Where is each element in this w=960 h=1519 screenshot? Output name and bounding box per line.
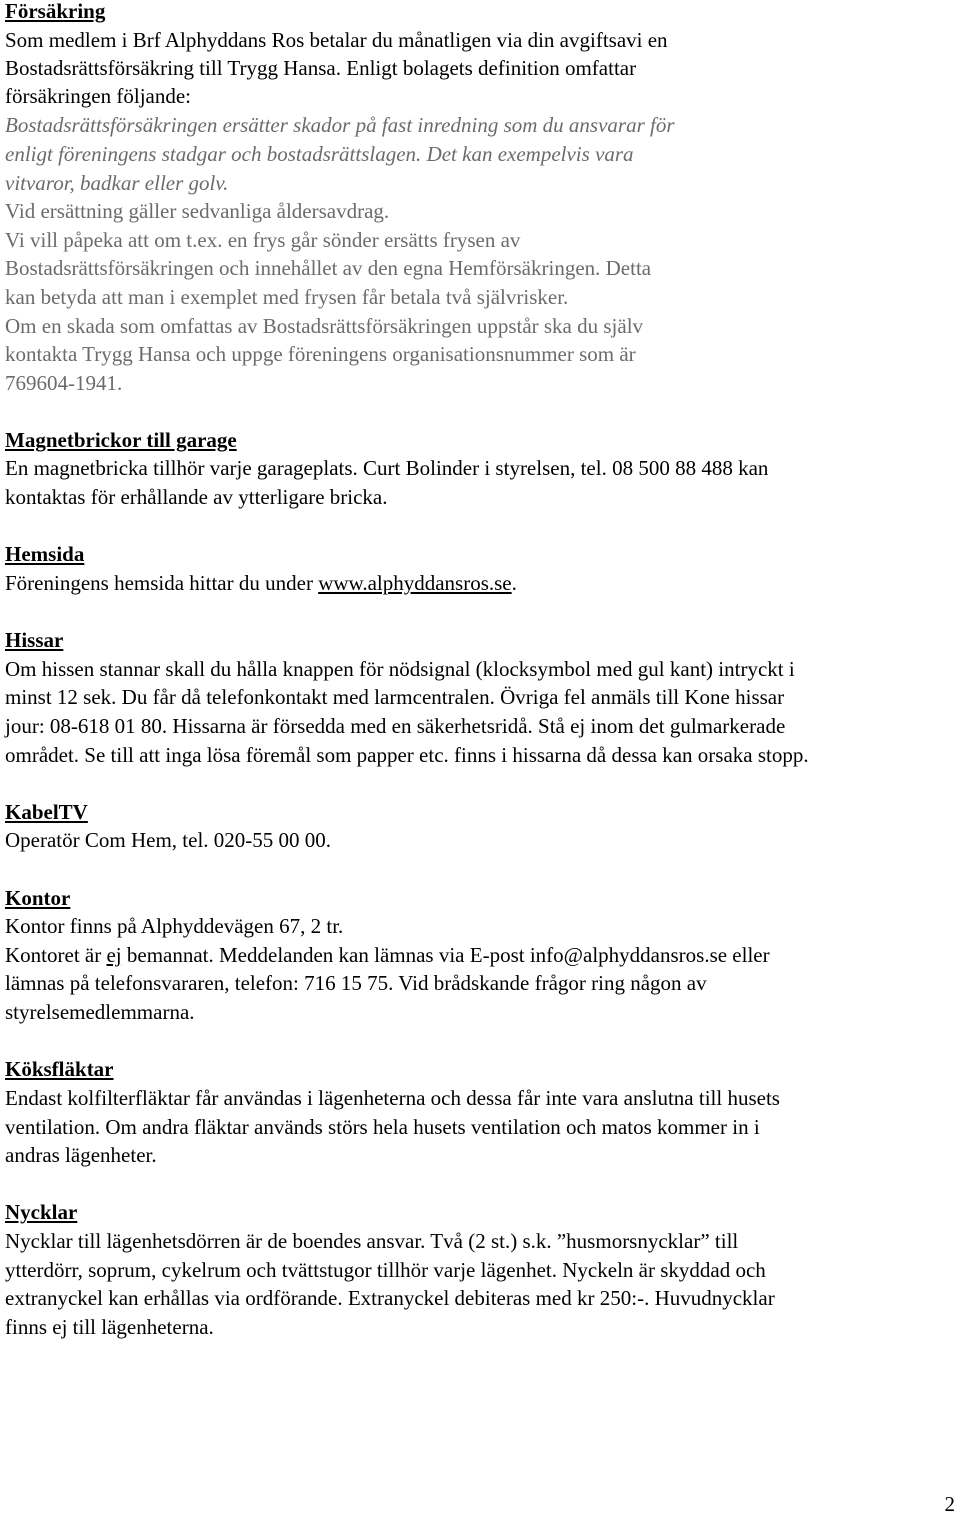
paragraph-line: ventilation. Om andra fläktar används störs hela husets ventilation och matos kommer in i <box>5 1115 760 1139</box>
text: Kontoret är <box>5 943 107 967</box>
paragraph-line: minst 12 sek. Du får då telefonkontakt med larmcentralen. Övriga fel anmäls till Kone hissar <box>5 685 785 709</box>
section-heading-hissar: Hissar <box>5 628 64 652</box>
paragraph-line: ytterdörr, soprum, cykelrum och tvättstugor tillhör varje lägenhet. Nyckeln är skyddad och <box>5 1258 766 1282</box>
paragraph-line: Nycklar till lägenhetsdörren är de boendes ansvar. Två (2 st.) s.k. ”husmorsnycklar” till <box>5 1229 739 1253</box>
paragraph-line: Som medlem i Brf Alphyddans Ros betalar du månatligen via din avgiftsavi en <box>5 28 668 52</box>
paragraph-line: Om en skada som omfattas av Bostadsrättsförsäkringen uppstår ska du själv <box>5 314 644 338</box>
website-link[interactable]: www.alphyddansros.se <box>318 571 512 595</box>
paragraph-line: styrelsemedlemmarna. <box>5 1000 195 1024</box>
paragraph-line: finns ej till lägenheterna. <box>5 1315 214 1339</box>
paragraph-line: försäkringen följande: <box>5 84 192 108</box>
paragraph-line: Bostadsrättsförsäkring till Trygg Hansa. Enligt bolagets definition omfattar <box>5 56 637 80</box>
quoted-text: Det kan exempelvis vara <box>426 142 634 166</box>
section-heading-forsakring: Försäkring <box>5 0 106 23</box>
text: Föreningens hemsida hittar du under <box>5 571 319 595</box>
paragraph-line: jour: 08-618 01 80. Hissarna är försedda med en säkerhetsridå. Stå ej inom det gulmarkerade <box>5 714 786 738</box>
paragraph-line: Om hissen stannar skall du hålla knappen för nödsignal (klocksymbol med gul kant) intryckt i <box>5 657 795 681</box>
paragraph-line: kontakta Trygg Hansa och uppge föreningens organisationsnummer som är <box>5 342 636 366</box>
paragraph-line <box>5 569 517 598</box>
page-number: 2 <box>944 1492 955 1516</box>
paragraph-line: Endast kolfilterfläktar får användas i lägenheterna och dessa får inte vara anslutna till husets <box>5 1086 780 1110</box>
quoted-paragraph-line <box>5 140 634 169</box>
text: bemannat. Meddelanden kan lämnas via E-post info@alphyddansros.se eller <box>121 943 770 967</box>
section-heading-kabeltv: KabelTV <box>5 800 88 824</box>
paragraph-line: Bostadsrättsförsäkringen och innehållet av den egna Hemförsäkringen. Detta <box>5 256 652 280</box>
paragraph-line: extranyckel kan erhållas via ordförande. Extranyckel debiteras med kr 250:-. Huvudnycklar <box>5 1286 775 1310</box>
section-heading-hemsida: Hemsida <box>5 542 85 566</box>
paragraph-line: kan betyda att man i exemplet med frysen får betala två självrisker. <box>5 285 569 309</box>
quoted-paragraph-line: vitvaror, badkar eller golv. <box>5 171 229 195</box>
paragraph-line: kontaktas för erhållande av ytterligare bricka. <box>5 485 388 509</box>
paragraph-line: området. Se till att inga lösa föremål som papper etc. finns i hissarna då dessa kan orsaka stopp. <box>5 743 809 767</box>
gray-text: Vi vill påpeka att om t. <box>5 228 198 252</box>
section-heading-magnetbrickor: Magnetbrickor till garage <box>5 428 237 452</box>
underlined-text: ej <box>106 943 122 967</box>
quoted-paragraph-line: Bostadsrättsförsäkringen ersätter skador på fast inredning som du ansvarar för <box>5 113 675 137</box>
paragraph-line: Operatör Com Hem, tel. 020-55 00 00. <box>5 828 332 852</box>
section-heading-nycklar: Nycklar <box>5 1200 78 1224</box>
gray-text: ex. en frys går sönder ersätts frysen av <box>197 228 521 252</box>
quoted-text: enligt föreningens stadgar och bostadsrättslagen. <box>5 142 427 166</box>
section-heading-koksflaktar: Köksfläktar <box>5 1057 114 1081</box>
quoted-paragraph-line: Vid ersättning gäller sedvanliga åldersavdrag. <box>5 199 390 223</box>
paragraph-line: andras lägenheter. <box>5 1143 157 1167</box>
paragraph-line: 769604-1941. <box>5 371 123 395</box>
paragraph-line: Kontor finns på Alphyddevägen 67, 2 tr. <box>5 914 344 938</box>
paragraph-line: lämnas på telefonsvararen, telefon: 716 15 75. Vid brådskande frågor ring någon av <box>5 971 707 995</box>
paragraph-line: En magnetbricka tillhör varje garageplats. Curt Bolinder i styrelsen, tel. 08 500 88 488 kan <box>5 456 769 480</box>
section-heading-kontor: Kontor <box>5 886 71 910</box>
paragraph-line <box>5 941 770 970</box>
paragraph-line <box>5 226 520 255</box>
text: . <box>511 571 517 595</box>
